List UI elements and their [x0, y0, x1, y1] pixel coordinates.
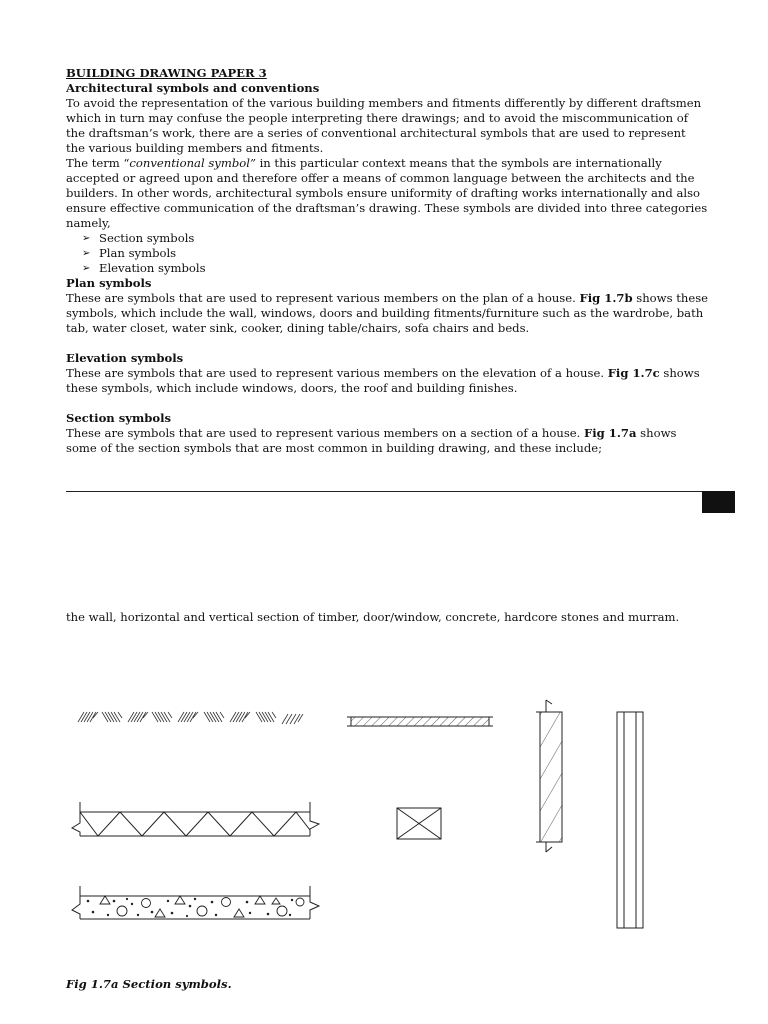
elevation-fig-ref: Fig 1.7c — [607, 366, 660, 380]
page-break-rule — [66, 491, 706, 492]
term-paragraph-rest: in this particular context means that the symbols are internationally accepted or agreed upon and therefore offer a means of common language between the architects and the builders. In other words, architectural symbols ensure uniformity of drafting works internationally and also ensure effective communication of the draftsman’s drawing. These symbols are divided into three categories namely, — [66, 156, 708, 230]
term-paragraph — [66, 156, 708, 231]
list-item — [82, 231, 708, 246]
page-body — [66, 66, 708, 456]
section-symbols-figure — [0, 690, 768, 940]
elevation-paragraph-lead: These are symbols that are used to represent various members on the elevation of a house. — [66, 366, 608, 380]
wall-vertical-section-symbol — [617, 712, 643, 928]
section-fig-ref: Fig 1.7a — [584, 426, 637, 440]
plan-paragraph — [66, 291, 708, 336]
arrow-bullet-icon: ➢ — [82, 263, 91, 274]
plan-fig-ref: Fig 1.7b — [579, 291, 633, 305]
document-subtitle: Architectural symbols and conventions — [66, 81, 320, 95]
concrete-hardcore-symbol — [72, 886, 319, 919]
category-list — [66, 231, 708, 276]
door-window-symbol — [397, 808, 441, 839]
list-item-label: Plan symbols — [99, 246, 177, 260]
arrow-bullet-icon: ➢ — [82, 233, 91, 244]
earth-murram-symbol — [78, 712, 303, 724]
elevation-paragraph — [66, 366, 708, 396]
continuation-paragraph: the wall, horizontal and vertical section of timber, door/window, concrete, hardcore stones and murram. — [66, 610, 680, 624]
list-item-label: Elevation symbols — [99, 261, 206, 275]
arrow-bullet-icon: ➢ — [82, 248, 91, 259]
elevation-heading: Elevation symbols — [66, 351, 184, 365]
section-paragraph — [66, 426, 708, 456]
list-item — [82, 261, 708, 276]
section-paragraph-lead: These are symbols that are used to represent various members on a section of a house. — [66, 426, 585, 440]
page-number-tab — [702, 491, 735, 513]
plan-heading: Plan symbols — [66, 276, 152, 290]
figure-caption: Fig 1.7a Section symbols. — [66, 977, 232, 991]
list-item-label: Section symbols — [99, 231, 195, 245]
list-item — [82, 246, 708, 261]
term-paragraph-term: conventional symbol” — [129, 156, 256, 170]
elevation-paragraph-rest: shows these symbols, which include windows, doors, the roof and building finishes. — [66, 366, 700, 395]
section-heading: Section symbols — [66, 411, 172, 425]
plan-paragraph-lead: These are symbols that are used to represent various members on the plan of a house. — [66, 291, 580, 305]
section-paragraph-rest: shows some of the section symbols that are most common in building drawing, and these include; — [66, 426, 677, 455]
timber-vertical-section-symbol — [536, 700, 562, 852]
plan-paragraph-rest: shows these symbols, which include the wall, windows, doors and building fitments/furniture such as the wardrobe, bath tab, water closet, water sink, cooker, dining table/chairs, sofa chairs and beds. — [66, 291, 709, 335]
term-paragraph-lead: The term “ — [66, 156, 130, 170]
intro-paragraph: To avoid the representation of the various building members and fitments differently by different draftsmen which in turn may confuse the people interpreting there drawings; and to avoid the miscommunication of the draftsman’s work, there are a series of conventional architectural symbols that are used to represent the various building members and fitments. — [66, 96, 702, 155]
timber-horizontal-section-symbol — [347, 717, 493, 726]
document-title: BUILDING DRAWING PAPER 3 — [66, 66, 267, 80]
hollow-block-wall-symbol — [72, 802, 319, 836]
